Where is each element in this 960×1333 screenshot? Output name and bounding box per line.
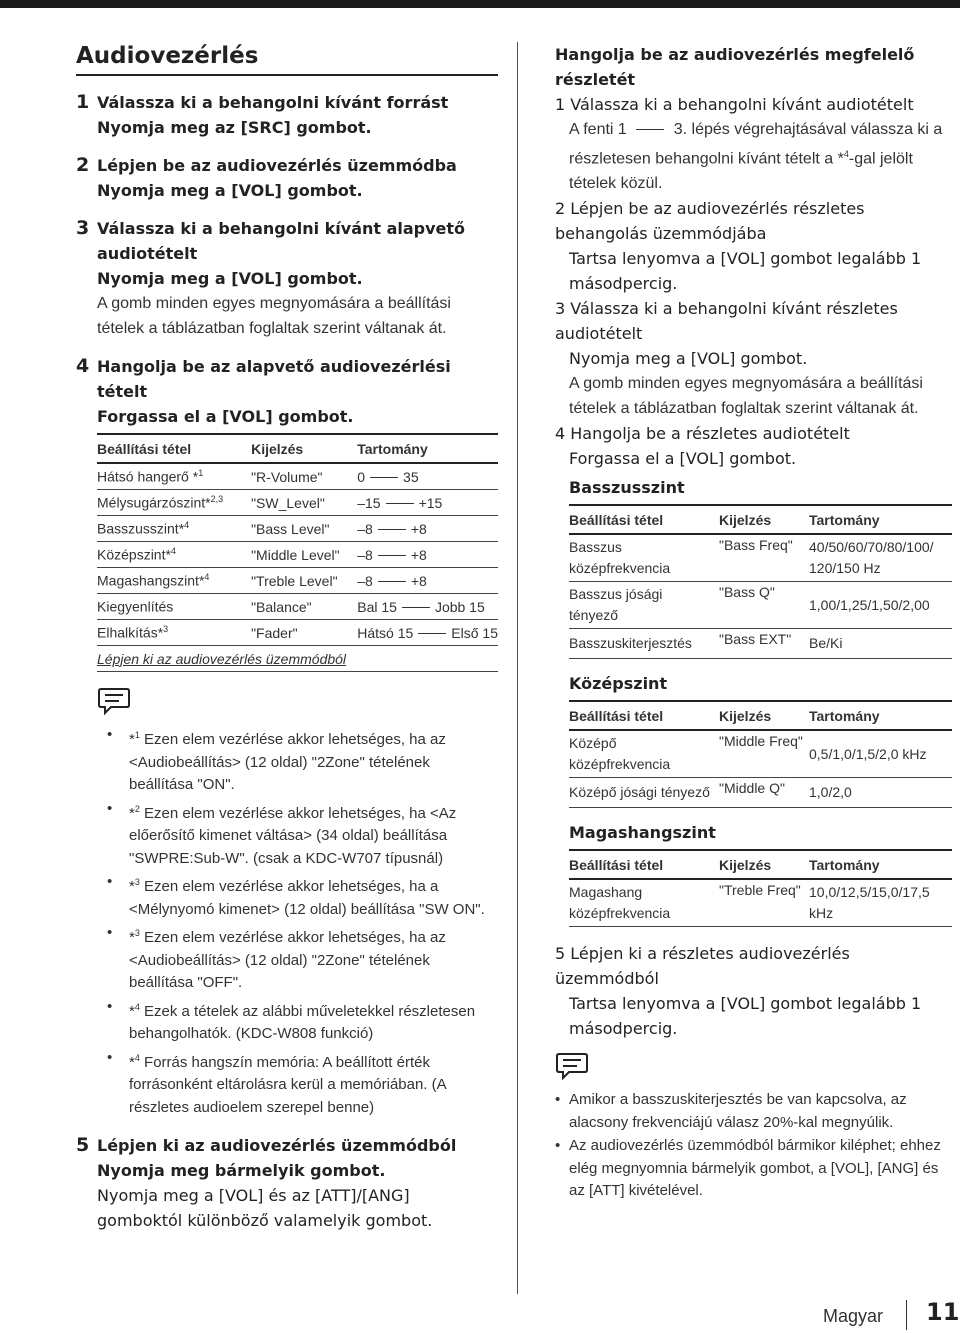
r-step-1-note: A fenti 1 3. lépés végrehajtásával válassza ki a részletesen behangolni kívánt tételt a *$^4$-gal jelölt tételek közül. <box>569 121 943 193</box>
table-row-exit <box>97 646 498 672</box>
col-header-display: Kijelzés <box>719 850 809 879</box>
step-body: Forgassa el a [VOL] gombot. <box>97 407 354 426</box>
r-step-3-body: Nyomja meg a [VOL] gombot. <box>569 349 808 369</box>
section-heading: Hangolja be az audiovezérlés megfelelő részletét <box>555 45 915 89</box>
cell-display: "Bass EXT" <box>719 629 809 659</box>
right-column <box>555 42 955 1204</box>
col-header-range: Tartomány <box>809 505 952 534</box>
r-step-3-heading: 3 Válassza ki a behangolni kívánt részletes audiotételt <box>555 299 898 344</box>
step-2 <box>76 153 498 203</box>
table-row <box>569 582 952 629</box>
step-1 <box>76 90 498 140</box>
treble-section-title: Magashangszint <box>569 823 716 843</box>
cell-display: "SW_Level" <box>251 490 357 516</box>
cell-range: –8 +8 <box>357 568 498 594</box>
cell-display: "Treble Level" <box>251 568 357 594</box>
col-header-display: Kijelzés <box>251 434 357 463</box>
cell-item: Középő középfrekvencia <box>569 730 719 778</box>
step-note: Nyomja meg a [VOL] és az [ATT]/[ANG] gomboktól különböző valamelyik gombot. <box>97 1186 433 1230</box>
col-header-item: Beállítási tétel <box>569 850 719 879</box>
r-step-5-body: Tartsa lenyomva a [VOL] gombot legalább 1 másodpercig. <box>569 994 922 1039</box>
footer-divider <box>906 1300 907 1330</box>
step-body: Nyomja meg a [VOL] gombot. <box>97 181 363 200</box>
table-row <box>569 534 952 582</box>
cell-item: Középő jósági tényező <box>569 778 719 808</box>
cell-display: "Middle Level" <box>251 542 357 568</box>
col-header-range: Tartomány <box>357 434 498 463</box>
footnote-list <box>97 724 498 1119</box>
cell-range: 1,00/1,25/1,50/2,00 <box>809 582 952 629</box>
table-row <box>569 778 952 808</box>
cell-display: "Bass Freq" <box>719 534 809 582</box>
cell-item: Basszuskiterjesztés <box>569 629 719 659</box>
note-icon <box>97 686 131 716</box>
cell-range: –8 +8 <box>357 542 498 568</box>
col-header-range: Tartomány <box>809 701 952 730</box>
step-number: 1 <box>76 91 90 113</box>
col-header-item: Beállítási tétel <box>569 505 719 534</box>
cell-range: Be/Ki <box>809 629 952 659</box>
step-body: Nyomja meg bármelyik gombot. <box>97 1161 386 1180</box>
step-body: Nyomja meg az [SRC] gombot. <box>97 118 372 137</box>
step-heading: Válassza ki a behangolni kívánt alapvető audiotételt <box>97 219 466 263</box>
step-note: A gomb minden egyes megnyomására a beállítási tételek a táblázatban foglaltak szerint váltanak át. <box>97 295 451 337</box>
cell-item: Magashangszint*$^4$ <box>97 568 251 594</box>
cell-range: 1,0/2,0 <box>809 778 952 808</box>
cell-display: "Fader" <box>251 620 357 646</box>
col-header-display: Kijelzés <box>719 701 809 730</box>
table-row <box>97 490 498 516</box>
step-number: 4 <box>76 355 90 377</box>
footnote-item: • *$^4$ Forrás hangszín memória: A beállított érték forrásonként eltárolásra kerül a memóriában. (A részletes audioelem szerepel benne) <box>107 1048 446 1116</box>
cell-range: 10,0/12,5/15,0/17,5 kHz <box>809 879 952 927</box>
cell-display: "Middle Q" <box>719 778 809 808</box>
cell-display: "Treble Freq" <box>719 879 809 927</box>
cell-item: Basszus középfrekvencia <box>569 534 719 582</box>
cell-item: Magashang középfrekvencia <box>569 879 719 927</box>
page-title: Audiovezérlés <box>76 43 259 69</box>
tip-item: • Az audiovezérlés üzemmódból bármikor kiléphet; ehhez elég megnyomnia bármelyik gombot, a [VOL], [ANG] és az [ATT] kivételével. <box>555 1137 941 1200</box>
exit-row-label: Lépjen ki az audiovezérlés üzemmódból <box>97 650 347 667</box>
cell-display: "R-Volume" <box>251 463 357 490</box>
r-step-2-body: Tartsa lenyomva a [VOL] gombot legalább 1 másodpercig. <box>569 249 922 294</box>
table-row <box>97 542 498 568</box>
cell-item: Kiegyenlítés <box>97 594 251 620</box>
table-row <box>97 620 498 646</box>
r-step-2-heading: 2 Lépjen be az audiovezérlés részletes behangolás üzemmódjába <box>555 199 865 244</box>
table-row <box>569 879 952 927</box>
page-number: 11 <box>926 1298 960 1326</box>
step-heading: Lépjen ki az audiovezérlés üzemmódból <box>97 1136 457 1155</box>
step-5 <box>76 1133 498 1233</box>
cell-range: 40/50/60/70/80/100/ 120/150 Hz <box>809 534 952 582</box>
r-step-3-note: A gomb minden egyes megnyomására a beállítási tételek a táblázatban foglaltak szerint váltanak át. <box>569 375 923 418</box>
footnote-item: • *$^1$ Ezen elem vezérlése akkor lehetséges, ha az <Audiobeállítás> (12 oldal) "2Zone" tételének beállítása "ON". <box>107 726 446 793</box>
step-heading: Lépjen be az audiovezérlés üzemmódba <box>97 156 457 175</box>
cell-range: Hátsó 15 Első 15 <box>357 620 498 646</box>
middle-section-title: Középszint <box>569 674 668 694</box>
cell-display: "Bass Level" <box>251 516 357 542</box>
cell-item: Basszus jósági tényező <box>569 582 719 629</box>
footnote-item: • *$^3$ Ezen elem vezérlése akkor lehetséges, ha a <Mélynyomó kimenet> (12 oldal) beállítása "SW ON". <box>107 873 485 918</box>
col-header-item: Beállítási tétel <box>569 701 719 730</box>
r-step-4-heading: 4 Hangolja be a részletes audiotételt <box>555 424 850 444</box>
col-header-range: Tartomány <box>809 850 952 879</box>
cell-item: Középszint*$^4$ <box>97 542 251 568</box>
footnote-item: • *$^2$ Ezen elem vezérlése akkor lehetséges, ha <Az előerősítő kimenet váltása> (34 oldal) beállítása "SWPRE:Sub-W". (csak a KDC-W707 típusnál) <box>107 799 457 867</box>
step-body: Nyomja meg a [VOL] gombot. <box>97 269 363 288</box>
step-number: 3 <box>76 217 90 239</box>
note-icon <box>555 1051 589 1081</box>
bass-table <box>569 504 952 659</box>
table-row <box>569 730 952 778</box>
tips-list <box>555 1089 955 1203</box>
column-divider <box>517 42 518 1294</box>
r-step-1-heading: 1 Válassza ki a behangolni kívánt audiotételt <box>555 95 914 114</box>
cell-display: "Balance" <box>251 594 357 620</box>
top-bar <box>0 0 960 8</box>
step-heading: Hangolja be az alapvető audiovezérlési tételt <box>97 357 451 401</box>
table-row <box>97 463 498 490</box>
r-step-5-heading: 5 Lépjen ki a részletes audiovezérlés üzemmódból <box>555 944 850 989</box>
table-row <box>97 594 498 620</box>
bass-section-title: Basszusszint <box>569 478 685 498</box>
cell-range: –8 +8 <box>357 516 498 542</box>
footnote-item: • *$^4$ Ezek a tételek az alábbi műveletekkel részletesen behangolhatók. (KDC-W808 funkció) <box>107 997 476 1042</box>
settings-table <box>97 433 498 672</box>
cell-item: Elhalkítás*$^3$ <box>97 620 251 646</box>
treble-table <box>569 849 952 927</box>
table-row <box>97 516 498 542</box>
col-header-item: Beállítási tétel <box>97 434 251 463</box>
step-number: 5 <box>76 1134 90 1156</box>
cell-item: Basszusszint*$^4$ <box>97 516 251 542</box>
footnote-item: • *$^3$ Ezen elem vezérlése akkor lehetséges, ha az <Audiobeállítás> (12 oldal) "2Zone" tételének beállítása "OFF". <box>107 924 446 991</box>
tip-item: • Amikor a basszuskiterjesztés be van kapcsolva, az alacsony frekvenciájú válasz 20%-kal megnyúlik. <box>555 1091 907 1131</box>
table-row <box>569 629 952 659</box>
table-row <box>97 568 498 594</box>
title-rule <box>76 74 498 76</box>
cell-display: "Middle Freq" <box>719 730 809 778</box>
cell-item: Hátsó hangerő *$^1$ <box>97 463 251 490</box>
cell-range: –15 +15 <box>357 490 498 516</box>
cell-item: Mélysugárzószint*$^{2,3}$ <box>97 490 251 516</box>
cell-range: 0 35 <box>357 463 498 490</box>
cell-display: "Bass Q" <box>719 582 809 629</box>
step-4 <box>76 354 498 1119</box>
cell-range: Bal 15 Jobb 15 <box>357 594 498 620</box>
step-number: 2 <box>76 154 90 176</box>
cell-range: 0,5/1,0/1,5/2,0 kHz <box>809 730 952 778</box>
step-heading: Válassza ki a behangolni kívánt forrást <box>97 93 449 112</box>
col-header-display: Kijelzés <box>719 505 809 534</box>
middle-table <box>569 700 952 808</box>
left-column <box>76 38 498 1233</box>
r-step-4-body: Forgassa el a [VOL] gombot. <box>569 449 797 469</box>
footer-language: Magyar <box>823 1306 884 1326</box>
step-3 <box>76 216 498 341</box>
